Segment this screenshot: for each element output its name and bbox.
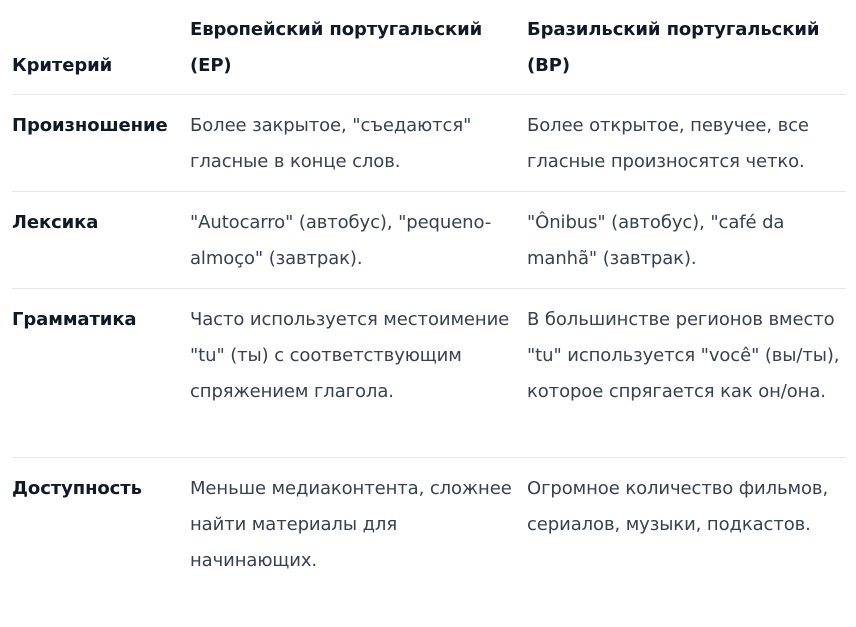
row-bp-cell: В большинстве регионов вместо "tu" используется "você" (вы/ты), которое спрягается как он/она. xyxy=(527,309,840,402)
header-ep: Европейский португальский (EP) xyxy=(190,19,483,76)
row-criterion: Доступность xyxy=(12,478,142,499)
table-row xyxy=(12,192,846,289)
row-ep-cell: "Autocarro" (автобус), "pequeno-almoço" (завтрак). xyxy=(190,212,492,269)
row-bp-cell: Более открытое, певучее, все гласные произносятся четко. xyxy=(527,115,809,172)
comparison-table xyxy=(12,0,846,618)
row-bp-cell: Огромное количество фильмов, сериалов, музыки, подкастов. xyxy=(527,478,829,535)
row-criterion: Произношение xyxy=(12,115,168,136)
row-criterion: Грамматика xyxy=(12,309,137,330)
table-row xyxy=(12,289,846,458)
table-row xyxy=(12,458,846,618)
row-ep-cell: Часто используется местоимение "tu" (ты) с соответствующим спряжением глагола. xyxy=(190,309,510,402)
header-bp: Бразильский португальский (BP) xyxy=(527,19,820,76)
header-criterion: Критерий xyxy=(12,55,113,76)
row-ep-cell: Меньше медиаконтента, сложнее найти материалы для начинающих. xyxy=(190,478,512,571)
row-criterion: Лексика xyxy=(12,212,99,233)
table-row xyxy=(12,95,846,192)
row-ep-cell: Более закрытое, "съедаются" гласные в конце слов. xyxy=(190,115,472,172)
row-bp-cell: "Ônibus" (автобус), "café da manhã" (завтрак). xyxy=(527,212,785,269)
table-header-row xyxy=(12,0,846,95)
